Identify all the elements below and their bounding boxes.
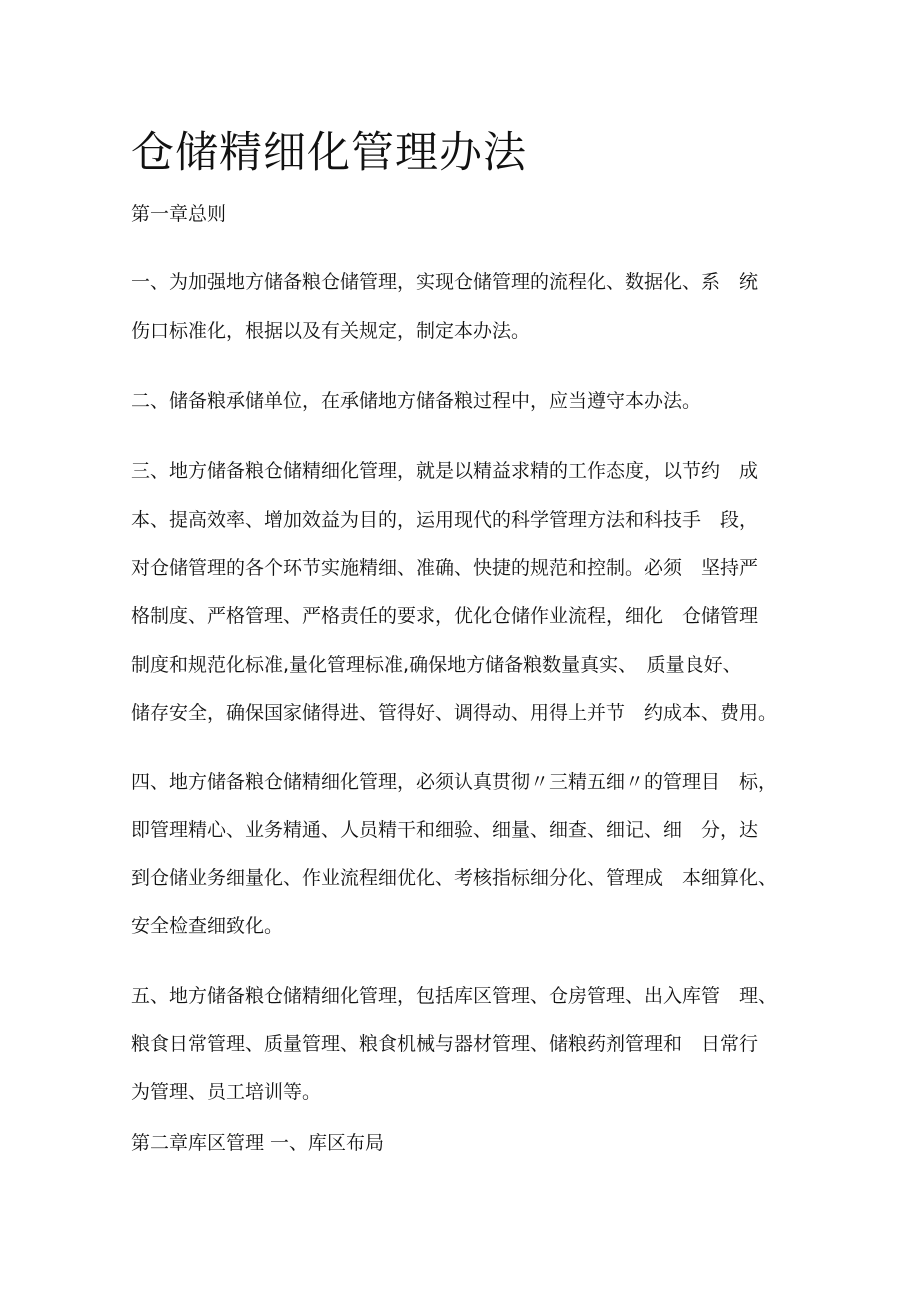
chapter-2-heading: 第二章库区管理 一、库区布局 <box>131 1132 385 1154</box>
paragraph-line: 本、提高效率、增加效益为目的，运用现代的科学管理方法和科技手 段， <box>131 509 759 531</box>
paragraph-line: 制度和规范化标准,量化管理标准,确保地方储备粮数量真实、 质量良好、 <box>131 654 742 676</box>
paragraph-line: 伤口标准化，根据以及有关规定，制定本办法。 <box>131 320 531 342</box>
chapter-1-heading: 第一章总则 <box>131 203 227 225</box>
paragraph-line: 对仓储管理的各个环节实施精细、准确、快捷的规范和控制。必须 坚持严 <box>131 557 759 579</box>
paragraph-line: 一、为加强地方储备粮仓储管理，实现仓储管理的流程化、数据化、系 统 <box>131 271 759 293</box>
paragraph-line: 二、储备粮承储单位，在承储地方储备粮过程中，应当遵守本办法。 <box>131 390 702 412</box>
paragraph-line: 到仓储业务细量化、作业流程细优化、考核指标细分化、管理成 本细算化、 <box>131 867 778 889</box>
paragraph-line: 为管理、员工培训等。 <box>131 1081 322 1103</box>
paragraph-line: 三、地方储备粮仓储精细化管理，就是以精益求精的工作态度，以节约 成 <box>131 460 759 482</box>
paragraph-line: 粮食日常管理、质量管理、粮食机械与器材管理、储粮药剂管理和 日常行 <box>131 1033 759 1055</box>
paragraph-line: 即管理精心、业务精通、人员精干和细验、细量、细查、细记、细 分，达 <box>131 819 759 841</box>
paragraph-line: 格制度、严格管理、严格责任的要求，优化仓储作业流程，细化 仓储管理 <box>131 605 759 627</box>
paragraph-line: 五、地方储备粮仓储精细化管理，包括库区管理、仓房管理、出入库管 理、 <box>131 985 778 1007</box>
paragraph-line: 安全检查细致化。 <box>131 915 284 937</box>
paragraph-line: 四、地方储备粮仓储精细化管理，必须认真贯彻〃三精五细〃的管理目 标， <box>131 771 778 793</box>
paragraph-line: 储存安全，确保国家储得进、管得好、调得动、用得上并节 约成本、费用。 <box>131 702 778 724</box>
document-title: 仓储精细化管理办法 <box>131 128 527 178</box>
